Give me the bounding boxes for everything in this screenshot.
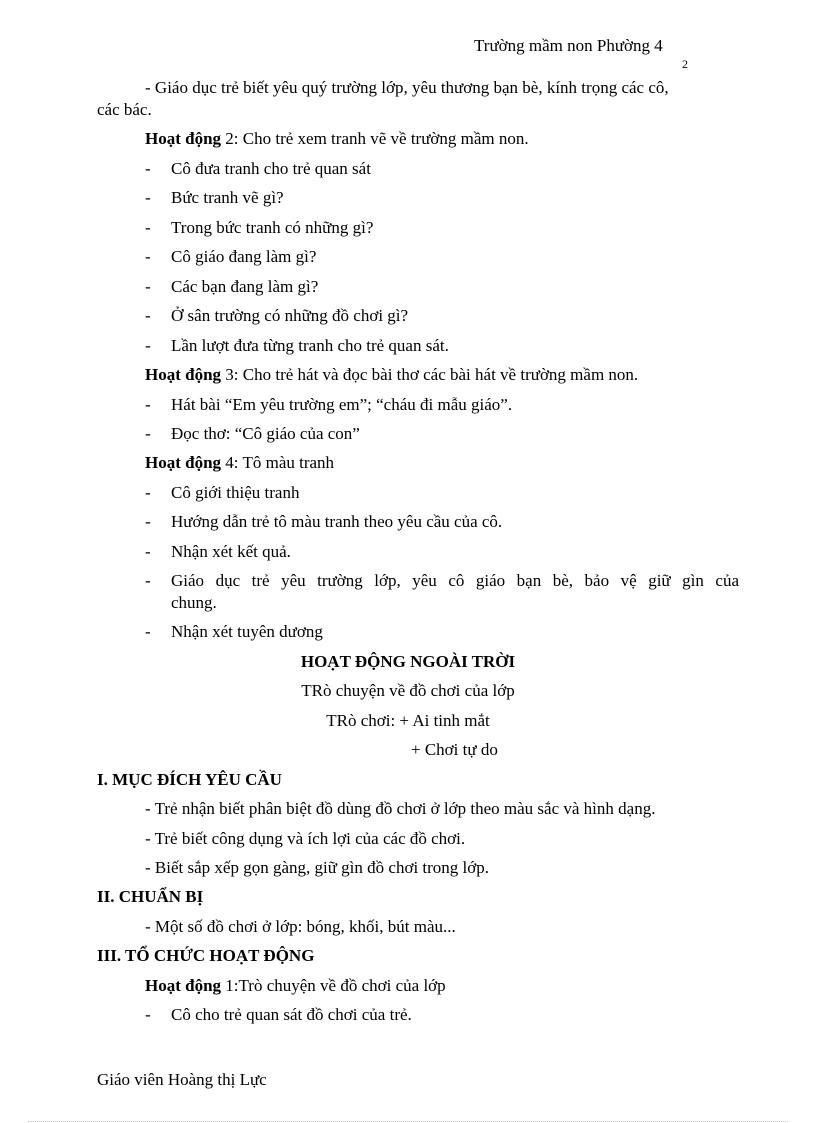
bullet: -: [145, 424, 151, 443]
list-item: Ở sân trường có những đồ chơi gì?: [171, 306, 409, 325]
school-name: Trường mầm non Phường 4: [474, 36, 663, 55]
page-bottom-divider: [28, 1121, 788, 1122]
bullet: -: [145, 395, 151, 414]
bullet: -: [145, 218, 151, 237]
list-item: Cô giáo đang làm gì?: [171, 247, 317, 266]
bullet: -: [145, 571, 151, 590]
list-item: - Một số đồ chơi ở lớp: bóng, khối, bút màu...: [145, 917, 456, 936]
list-item: Đọc thơ: “Cô giáo của con”: [171, 424, 360, 443]
activity-1-label: Hoạt động: [145, 976, 222, 995]
list-item: Nhận xét kết quả.: [171, 542, 291, 561]
activity-2-heading: [145, 128, 529, 149]
outdoor-title: HOẠT ĐỘNG NGOÀI TRỜI: [300, 652, 516, 671]
bullet: -: [145, 336, 151, 355]
activity-1-heading: [145, 975, 446, 996]
list-item: Nhận xét tuyên dương: [171, 622, 323, 641]
list-item-line-1: Giáo dục trẻ yêu trường lớp, yêu cô giáo bạn bè, bảo vệ giữ gìn của: [171, 571, 739, 590]
list-item: Các bạn đang làm gì?: [171, 277, 319, 296]
list-item: - Trẻ biết công dụng và ích lợi của các đồ chơi.: [145, 829, 466, 848]
activity-2-label: Hoạt động: [145, 129, 222, 148]
list-item: - Trẻ nhận biết phân biệt đồ dùng đồ chơi ở lớp theo màu sắc và hình dạng.: [145, 799, 656, 818]
list-item: Cô đưa tranh cho trẻ quan sát: [171, 159, 371, 178]
intro-line-2: các bác.: [97, 100, 152, 119]
bullet: -: [145, 306, 151, 325]
activity-4-label: Hoạt động: [145, 453, 222, 472]
bullet: -: [145, 483, 151, 502]
page-number: 2: [682, 57, 688, 71]
bullet: -: [145, 1005, 151, 1024]
outdoor-game-1: TRò chơi: + Ai tinh mắt: [326, 711, 490, 730]
list-item: Trong bức tranh có những gì?: [171, 218, 374, 237]
outdoor-game-2: + Chơi tự do: [411, 740, 498, 759]
activity-4-heading: [145, 452, 334, 473]
footer-teacher: Giáo viên Hoàng thị Lực: [97, 1070, 267, 1089]
bullet: -: [145, 622, 151, 641]
list-item: Hát bài “Em yêu trường em”; “cháu đi mẫu giáo”.: [171, 395, 513, 414]
list-item: Cô cho trẻ quan sát đồ chơi của trẻ.: [171, 1005, 412, 1024]
activity-3-label: Hoạt động: [145, 365, 222, 384]
bullet: -: [145, 277, 151, 296]
list-item: Hướng dẫn trẻ tô màu tranh theo yêu cầu của cô.: [171, 512, 503, 531]
activity-3-text: 3: Cho trẻ hát và đọc bài thơ các bài hát về trường mầm non.: [221, 365, 639, 384]
activity-3-heading: [145, 364, 638, 385]
list-item: Lần lượt đưa từng tranh cho trẻ quan sát.: [171, 336, 449, 355]
activity-4-text: 4: Tô màu tranh: [221, 453, 335, 472]
section-2-heading: II. CHUẨN BỊ: [97, 887, 204, 906]
list-item: Cô giới thiệu tranh: [171, 483, 300, 502]
list-item: Bức tranh vẽ gì?: [171, 188, 284, 207]
outdoor-topic: TRò chuyện về đồ chơi của lớp: [301, 681, 515, 700]
section-1-heading: I. MỤC ĐÍCH YÊU CẦU: [97, 770, 282, 789]
list-item: - Biết sắp xếp gọn gàng, giữ gìn đồ chơi trong lớp.: [145, 858, 490, 877]
bullet: -: [145, 159, 151, 178]
section-3-heading: III. TỔ CHỨC HOẠT ĐỘNG: [97, 946, 315, 965]
list-item-line-2: chung.: [171, 593, 217, 612]
bullet: -: [145, 188, 151, 207]
activity-1-text: 1:Trò chuyện về đồ chơi của lớp: [221, 976, 446, 995]
bullet: -: [145, 247, 151, 266]
bullet: -: [145, 542, 151, 561]
intro-line-1: - Giáo dục trẻ biết yêu quý trường lớp, yêu thương bạn bè, kính trọng các cô,: [145, 78, 669, 97]
bullet: -: [145, 512, 151, 531]
activity-2-text: 2: Cho trẻ xem tranh vẽ về trường mầm non.: [221, 129, 529, 148]
